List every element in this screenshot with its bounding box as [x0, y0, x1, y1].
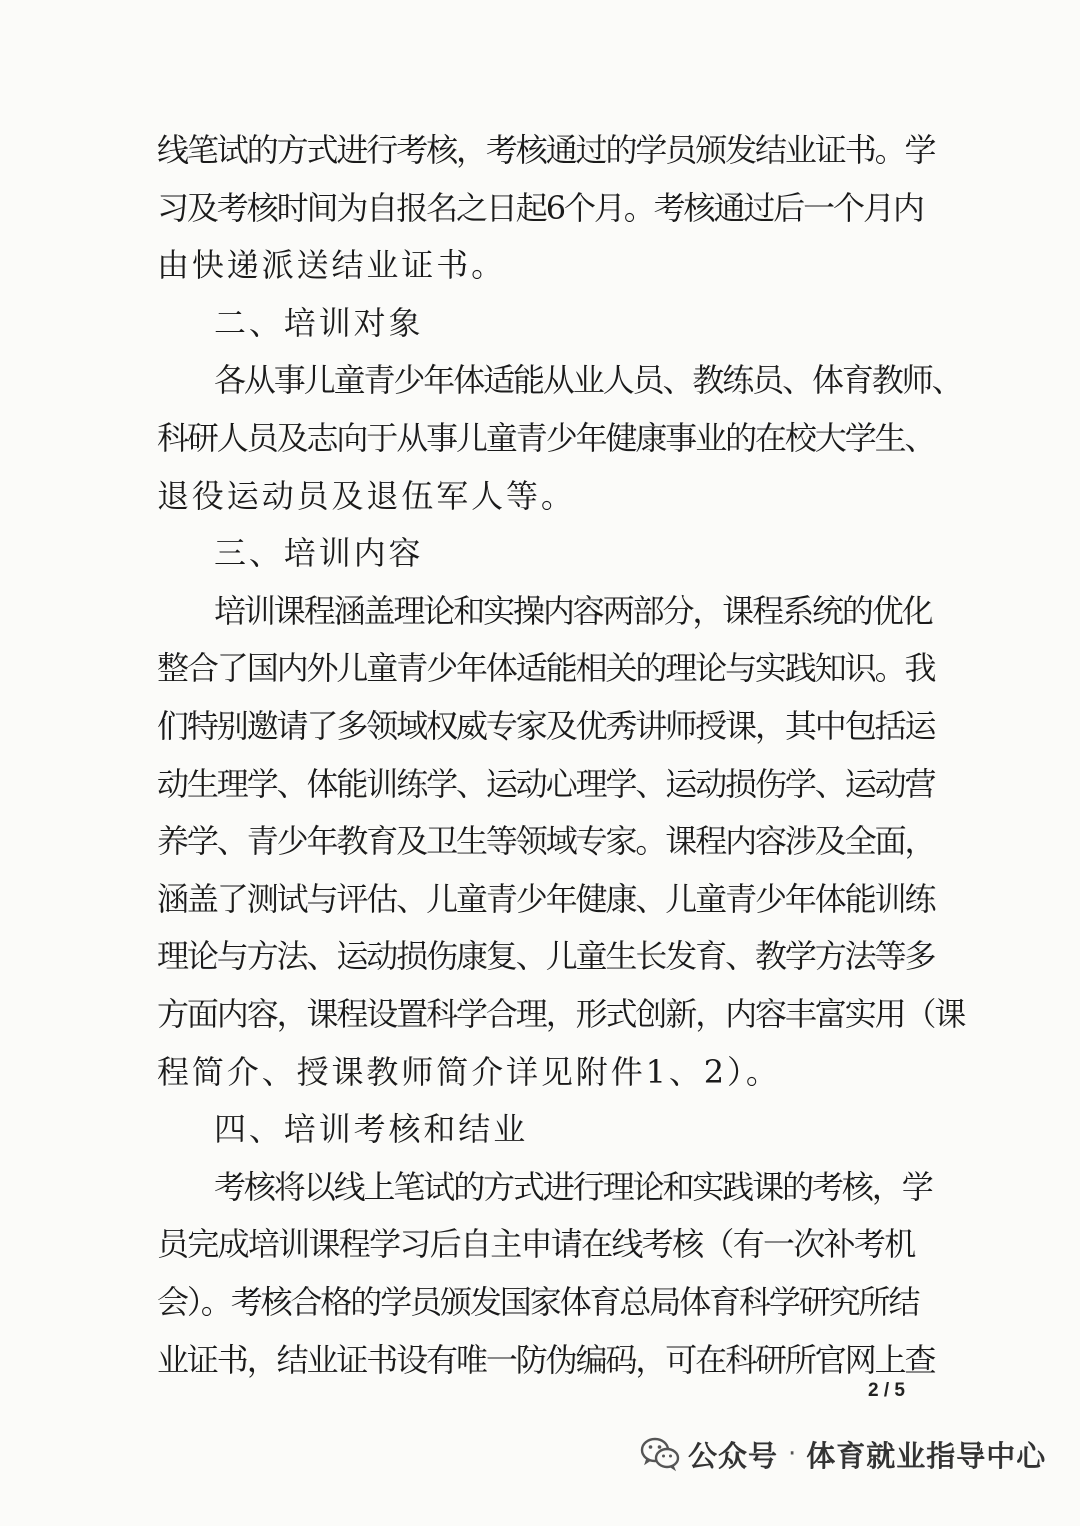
body-text-line: 程简介、授课教师简介详见附件1、2）。	[157, 1053, 781, 1091]
body-text-line: 习及考核时间为自报名之日起6个月。考核通过后一个月内	[157, 189, 923, 227]
body-text-line: 三、培训内容	[214, 534, 424, 572]
body-text-line: 员完成培训课程学习后自主申请在线考核（有一次补考机	[157, 1225, 915, 1263]
body-text-line: 方面内容，课程设置科学合理，形式创新，内容丰富实用（课	[157, 995, 965, 1033]
body-text-line: 线笔试的方式进行考核，考核通过的学员颁发结业证书。学	[157, 131, 935, 169]
body-text-line: 科研人员及志向于从事儿童青少年健康事业的在校大学生、	[157, 419, 935, 457]
body-text-line: 业证书，结业证书设有唯一防伪编码，可在科研所官网上查	[157, 1341, 935, 1379]
body-text-line: 由快递派送结业证书。	[157, 246, 507, 284]
page-number: 2 / 5	[868, 1380, 905, 1401]
body-text-line: 涵盖了测试与评估、儿童青少年健康、儿童青少年体能训练	[157, 880, 935, 918]
body-text-line: 考核将以线上笔试的方式进行理论和实践课的考核，学	[214, 1168, 932, 1206]
body-text-line: 四、培训考核和结业	[214, 1110, 529, 1148]
body-text-line: 培训课程涵盖理论和实操内容两部分，课程系统的优化	[214, 592, 932, 630]
watermark-label: 公众号	[688, 1438, 779, 1473]
body-text-line: 各从事儿童青少年体适能从业人员、教练员、体育教师、	[214, 361, 962, 399]
body-text-line: 养学、青少年教育及卫生等领域专家。课程内容涉及全面，	[157, 822, 935, 860]
body-text-line: 动生理学、体能训练学、运动心理学、运动损伤学、运动营	[157, 765, 935, 803]
watermark-separator: ·	[788, 1439, 797, 1469]
wechat-watermark	[640, 1432, 1046, 1476]
body-text-line: 们特别邀请了多领域权威专家及优秀讲师授课，其中包括运	[157, 707, 935, 745]
body-text-line: 整合了国内外儿童青少年体适能相关的理论与实践知识。我	[157, 649, 935, 687]
wechat-icon	[640, 1436, 680, 1472]
body-text-line: 理论与方法、运动损伤康复、儿童生长发育、教学方法等多	[157, 937, 935, 975]
body-text-line: 二、培训对象	[214, 304, 424, 342]
body-text-line: 退役运动员及退伍军人等。	[157, 477, 576, 515]
body-text-line: 会）。考核合格的学员颁发国家体育总局体育科学研究所结	[157, 1283, 919, 1321]
watermark-account-name: 体育就业指导中心	[806, 1438, 1047, 1473]
